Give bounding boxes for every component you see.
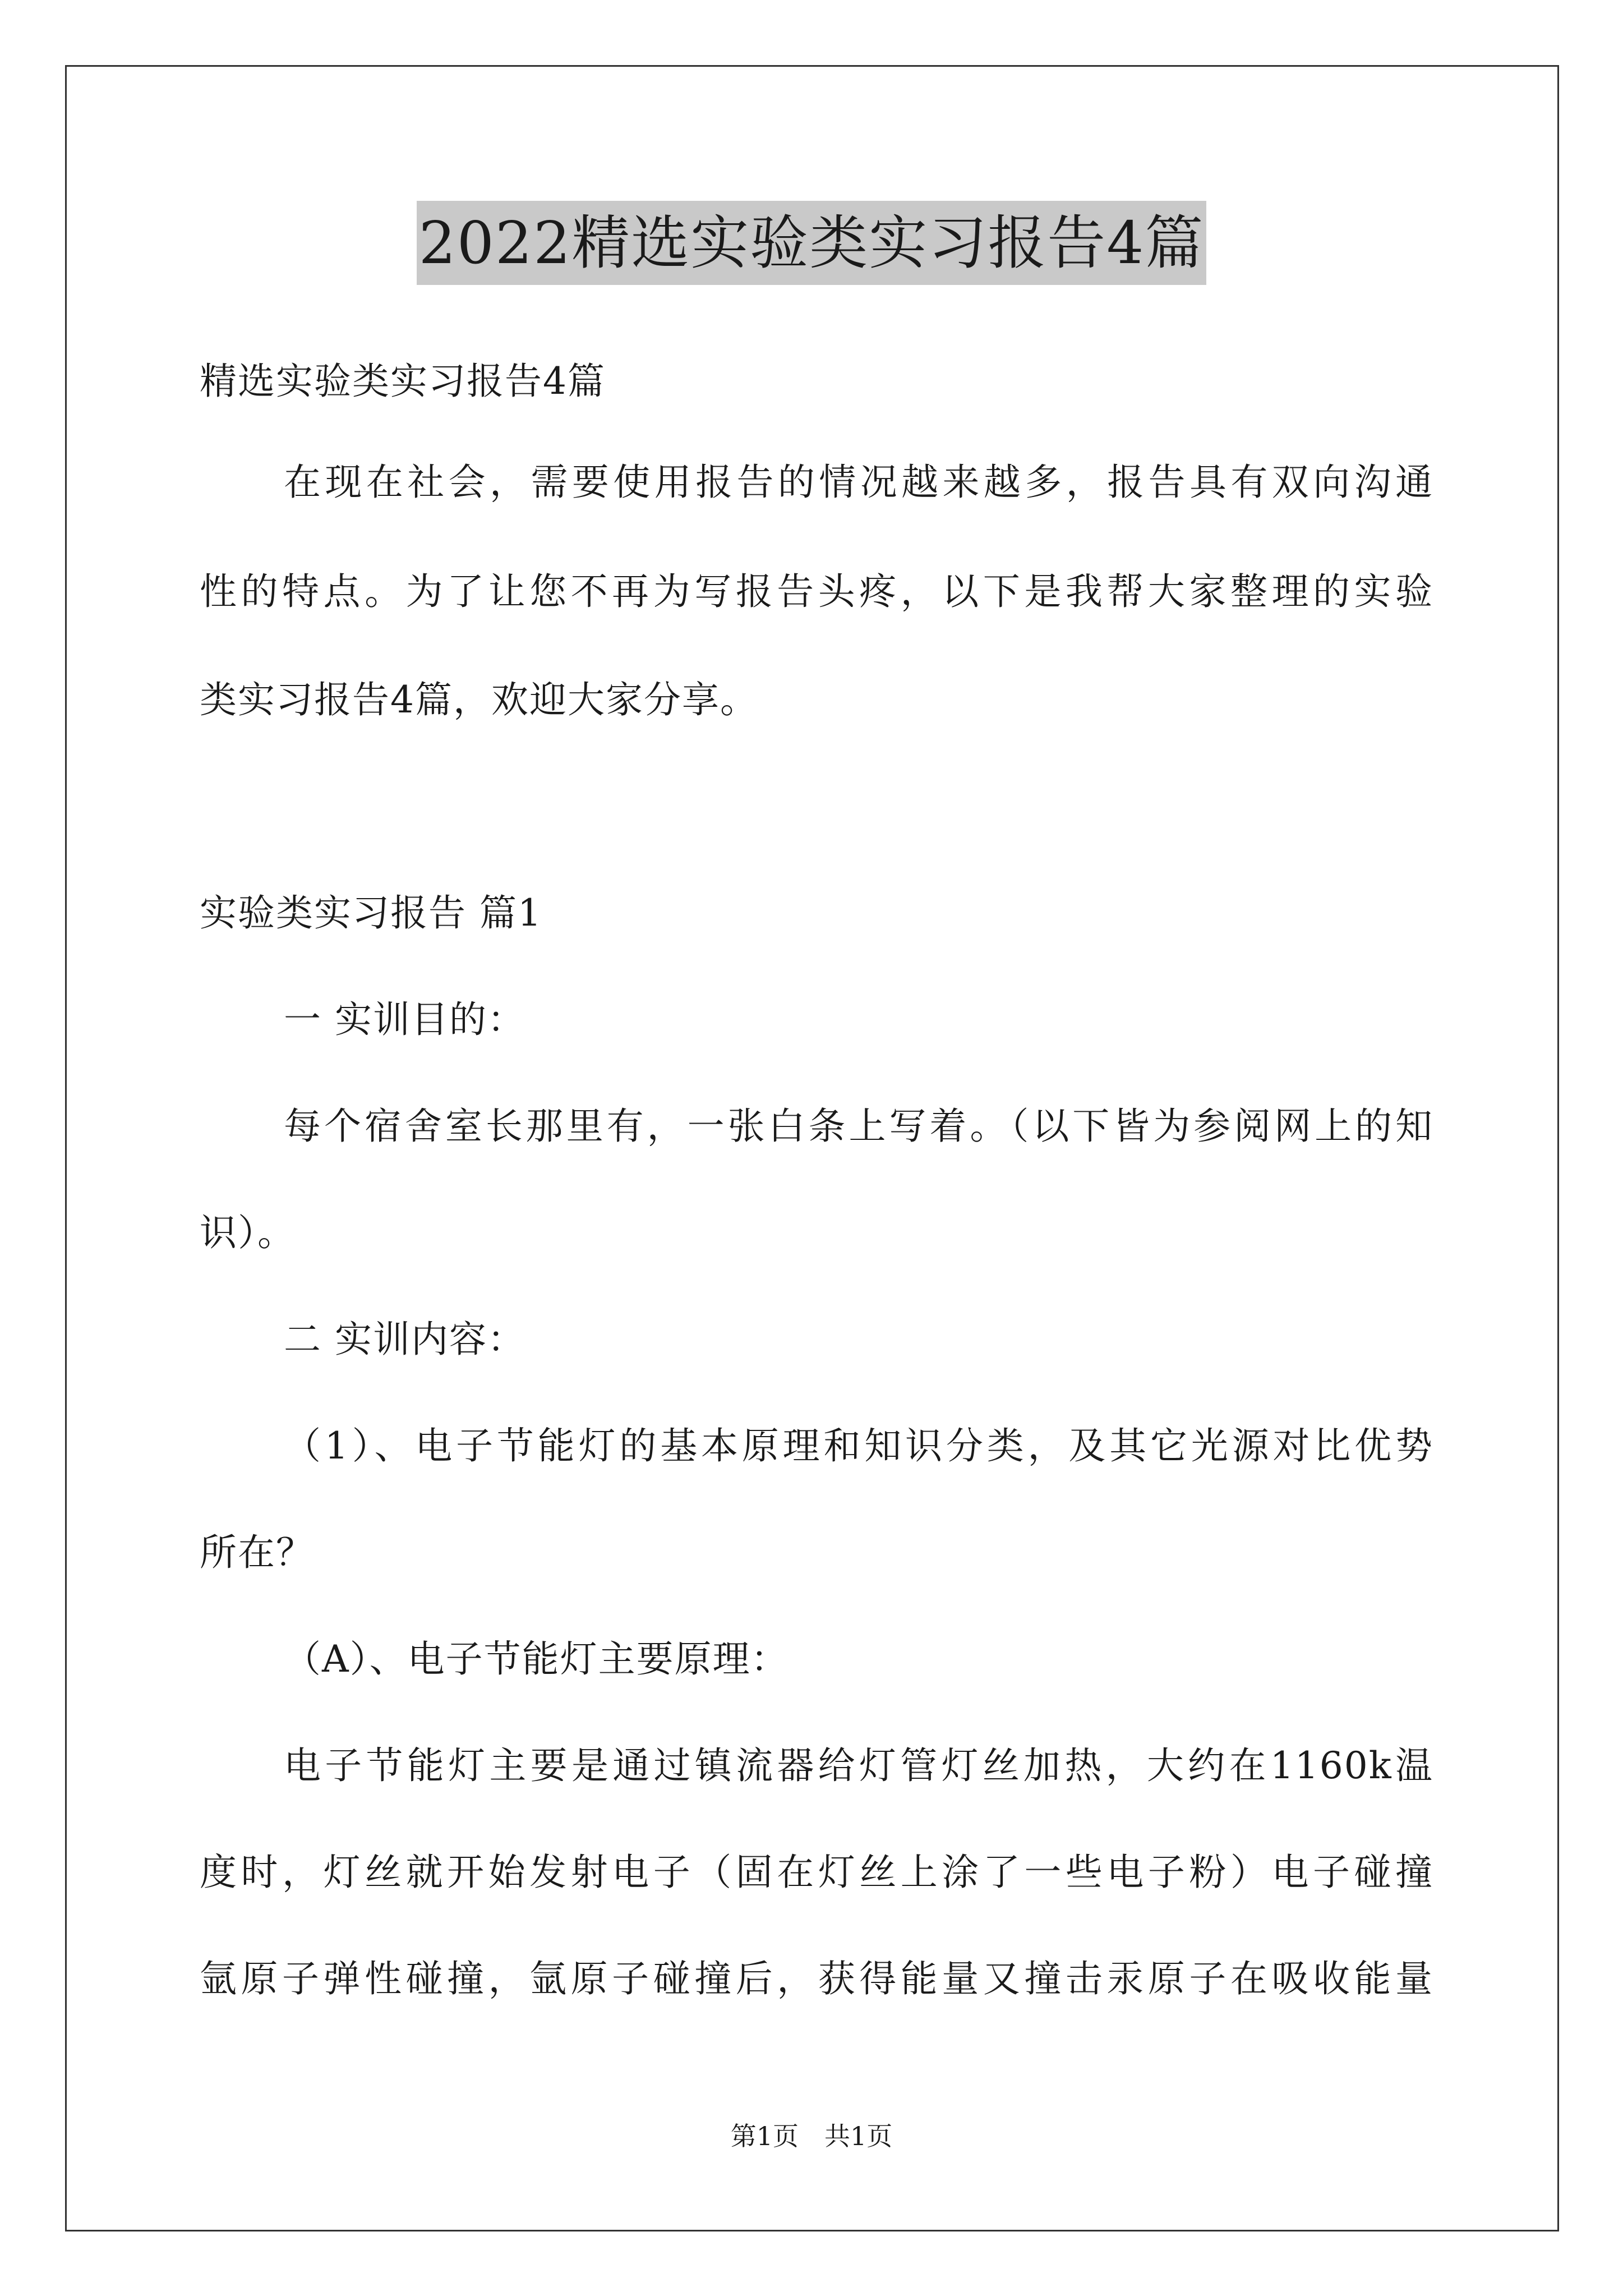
paragraph-line: 类实习报告4篇，欢迎大家分享。 <box>200 678 758 721</box>
paragraph-line: 每个宿舍室长那里有，一张白条上写着。（以下皆为参阅网上的知 <box>284 1105 1433 1148</box>
subtitle-line: 精选实验类实习报告4篇 <box>200 360 606 403</box>
paragraph-line: 度时，灯丝就开始发射电子（固在灯丝上涂了一些电子粉）电子碰撞 <box>200 1851 1433 1894</box>
paragraph-line: 氩原子弹性碰撞，氩原子碰撞后，获得能量又撞击汞原子在吸收能量 <box>200 1957 1433 2000</box>
paragraph-line: 识）。 <box>200 1211 296 1254</box>
paragraph-line: （1）、电子节能灯的基本原理和知识分类，及其它光源对比优势 <box>284 1424 1433 1467</box>
paragraph-line: 在现在社会，需要使用报告的情况越来越多，报告具有双向沟通 <box>284 461 1433 504</box>
title-container <box>0 201 1623 285</box>
page-footer: 第1页 共1页 <box>730 2121 893 2151</box>
subheading-line: （A）、电子节能灯主要原理： <box>284 1637 789 1681</box>
paragraph-line: 性的特点。为了让您不再为写报告头疼，以下是我帮大家整理的实验 <box>200 570 1433 613</box>
subheading-line: 一 实训目的： <box>284 998 525 1041</box>
paragraph-line: 所在？ <box>200 1531 314 1574</box>
document-title: 2022精选实验类实习报告4篇 <box>417 201 1207 285</box>
paragraph-line: 电子节能灯主要是通过镇流器给灯管灯丝加热，大约在1160k温 <box>284 1744 1433 1787</box>
section-heading: 实验类实习报告 篇1 <box>200 891 542 935</box>
subheading-line: 二 实训内容： <box>284 1318 525 1361</box>
